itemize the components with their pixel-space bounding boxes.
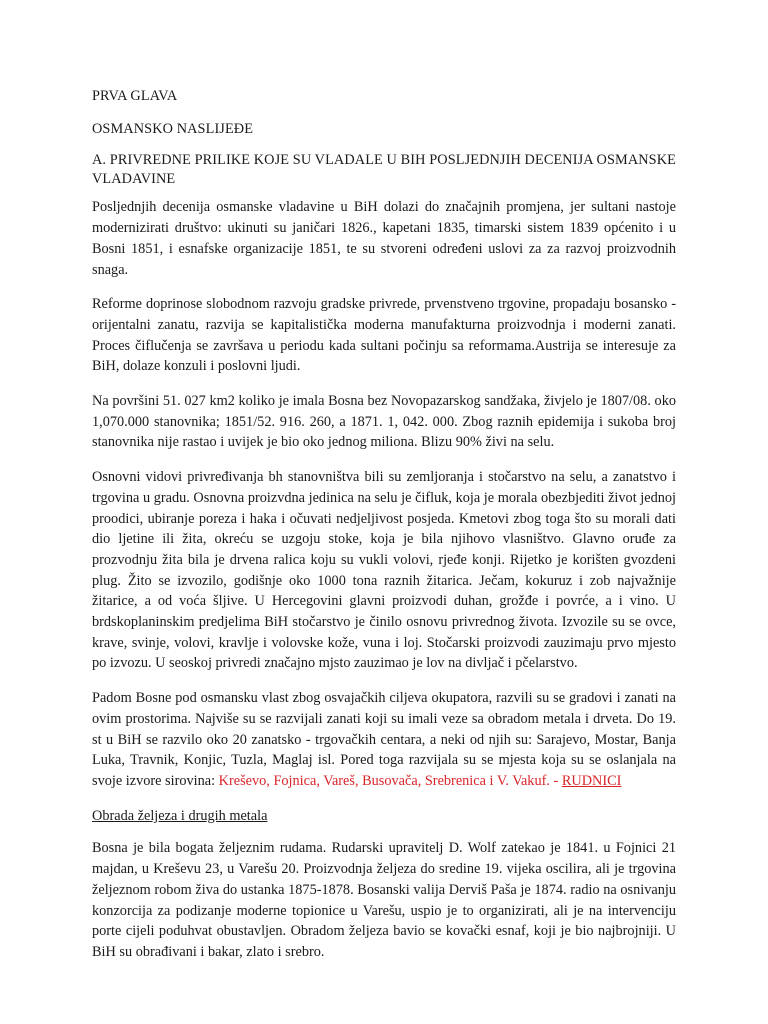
part-title: OSMANSKO NASLIJEĐE [92, 120, 254, 137]
paragraph-3: Na površini 51. 027 km2 koliko je imala Bosna bez Novopazarskog sandžaka, živjelo je 1807/08. oko 1,070.000 stanovnika; 1851/52. 916. 260, a 1871. 1, 042. 000. Zbog raznih epidemija i sukoba broj stanovnika nije rastao i uvijek je bio oko jednog miliona. Blizu 90% živi na selu. [92, 393, 676, 451]
paragraph-5 [92, 688, 676, 792]
paragraph-5-text: Padom Bosne pod osmansku vlast zbog osvajačkih ciljeva okupatora, razvili su se gradovi i zanati na ovim prostorima. Najviše su se razvijali zanati koji su imali veze sa obradom metala i drveta. Do 19. st u BiH se razvilo oko 20 zanatsko - trgovačkih centara, a neki od njih su: Sarajevo, Mostar, Banja Luka, Travnik, Konjic, Tuzla, Maglaj isl. Pored toga razvijala su se mjesta koja su se oslanjala na svoje izvore sirovina: [92, 690, 676, 789]
subheading-metal-processing: Obrada željeza i drugih metala [92, 807, 268, 824]
mining-towns-highlight: Kreševo, Fojnica, Vareš, Busovača, Srebrenica i V. Vakuf. - [218, 772, 562, 789]
paragraph-4: Osnovni vidovi privređivanja bh stanovništva bili su zemljoranja i stočarstvo na selu, a zanatstvo i trgovina u gradu. Osnovna proizvdna jedinica na selu je čifluk, koja je morala obezbjediti život jednoj proodici, ubiranje poreza i haka i očuvati nedjeljivost posjeda. Kmetovi zbog toga što su morali dati dio ljetine ili žita, okreću se uzgoju stoke, koja je bila njihovo vlasništvo. Glavno oruđe za prozvodnju žita bila je drvena ralica koju su vukli volovi, rjeđe konji. Rijetko je korišten gvozdeni plug. Žito se izvozilo, godišnje oko 1000 tona raznih žitarica. Ječam, kokuruz i zob najvažnije žitarice, a od voća šljive. U Hercegovini glavni proizvodi duhan, grožđe i povrće, a i vino. U brdskoplaninskim predjelima BiH stočarstvo je činilo osnovu privrednog života. Izvozile su se ovce, krave, svinje, volovi, kravlje i volovske kože, vuna i loj. Stočarski proizvodi zauzimaju prvo mjesto po izvozu. U seoskoj privredi značajno mjsto zauzimao je lov na divljač i pčelarstvo. [92, 469, 676, 672]
chapter-heading: PRVA GLAVA [92, 88, 178, 104]
paragraph-1: Posljednjih decenija osmanske vladavine u BiH dolazi do značajnih promjena, jer sultani nastoje modernizirati društvo: ukinuti su janičari 1826., kapetani 1835, timarski sistem 1839 općenito i u Bosni 1851, i esnafske organizacije 1851, te su stvoreni određeni uslovi za za razvoj proizvodnih snaga. [92, 199, 676, 278]
rudnici-label: RUDNICI [561, 772, 622, 789]
paragraph-2: Reforme doprinose slobodnom razvoju gradske privrede, prvenstveno trgovine, propadaju bosansko - orijentalni zanatu, razvija se kapitalistička moderna manufakturna proizvodnja i moderni zanati. Proces čiflučenja se završava u periodu kada sultani počinju sa reformama.Austrija se interesuje za BiH, dolaze konzuli i poslovni ljudi. [92, 296, 676, 375]
section-title: A. PRIVREDNE PRILIKE KOJE SU VLADALE U BIH POSLJEDNJIH DECENIJA OSMANSKE VLADAVINE [92, 152, 676, 188]
paragraph-6: Bosna je bila bogata željeznim rudama. Rudarski upravitelj D. Wolf zatekao je 1841. u Fojnici 21 majdan, u Kreševu 23, u Varešu 20. Proizvodnja željeza do sredine 19. vijeka oscilira, ali je trgovina željeznom robom živa do ustanka 1875-1878. Bosanski valija Derviš Paša je 1874. radio na osnivanju konzorcija za podizanje moderne topionice u Varešu, uspio je to organizirati, ali je na intervenciju porte cijeli poduhvat obustavljen. Obradom željeza bavio se kovački esnaf, koji je bio najbrojniji. U BiH su obrađivani i bakar, zlato i srebro. [92, 840, 676, 960]
